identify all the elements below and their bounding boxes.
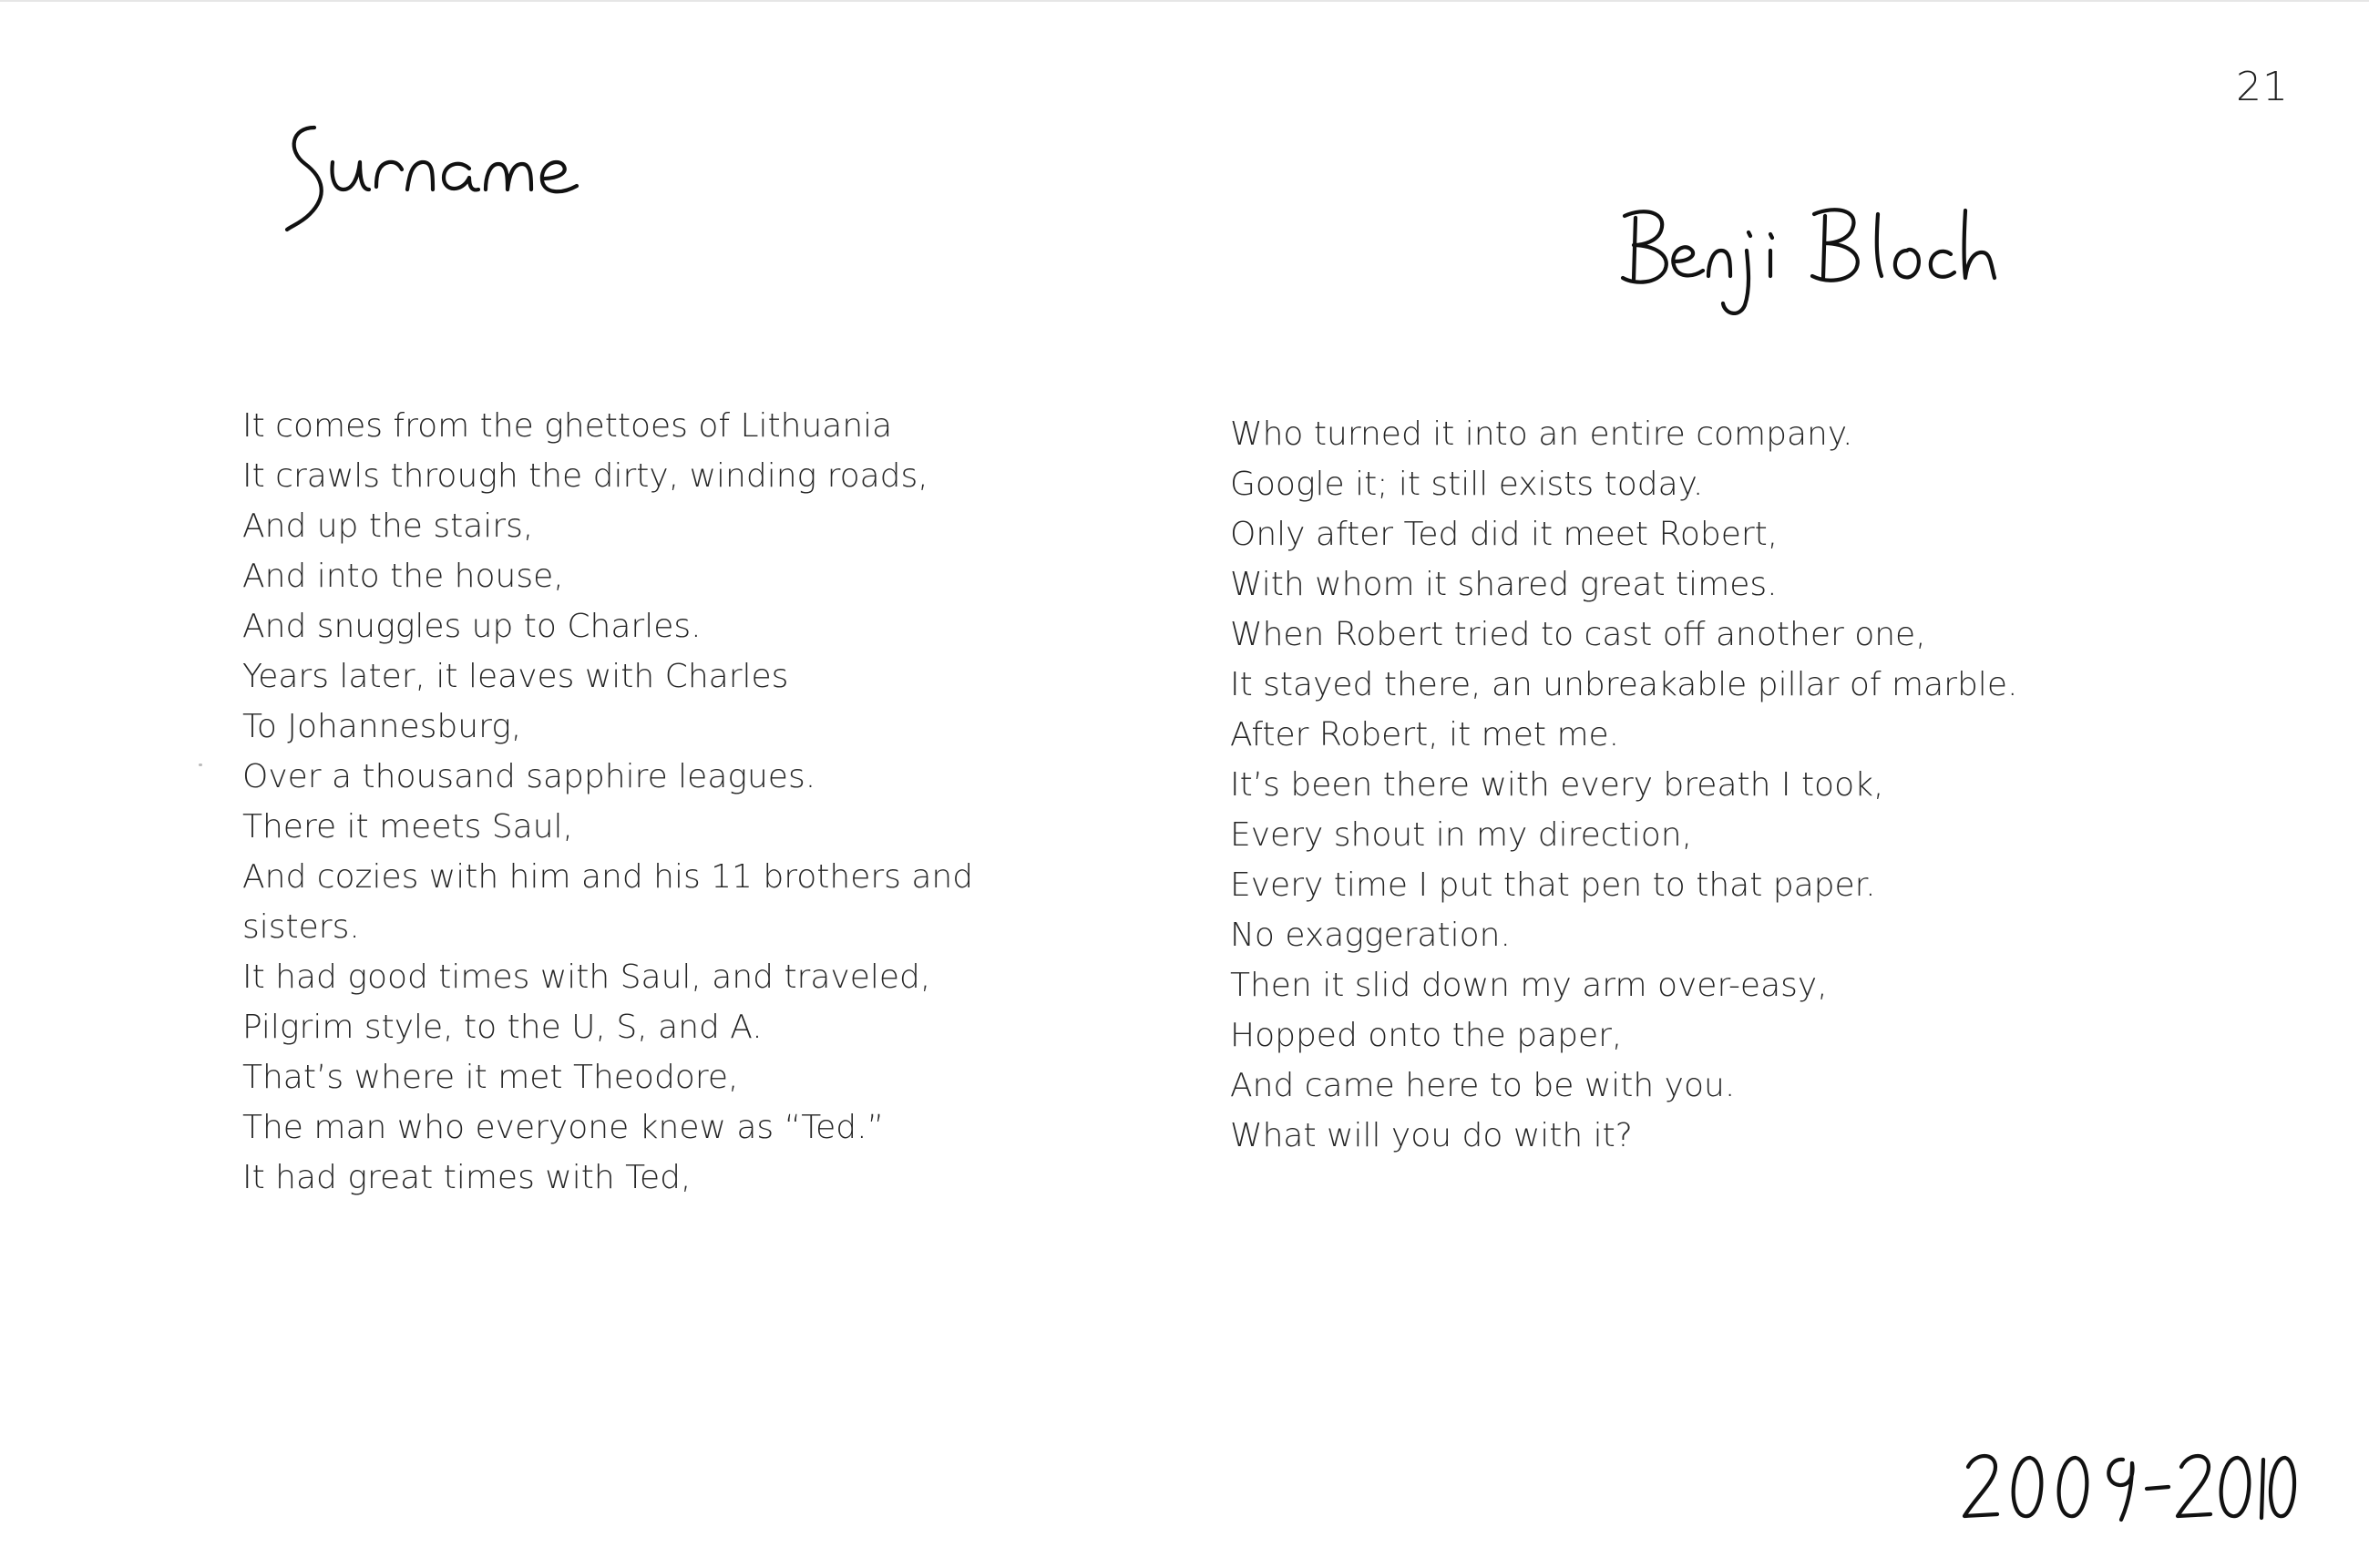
handwritten-author xyxy=(1617,205,2000,323)
poem-line: It had great times with Ted, xyxy=(242,1159,692,1196)
poem-line: After Robert, it met me. xyxy=(1230,716,1620,753)
poem-left-column xyxy=(242,401,1062,1203)
poem-line: It crawls through the dirty, winding roads, xyxy=(242,457,928,495)
poem-line: Years later, it leaves with Charles xyxy=(242,658,789,695)
handwritten-author-drawing xyxy=(1617,205,2000,323)
poem-line: And came here to be with you. xyxy=(1230,1067,1736,1104)
paper-speck xyxy=(199,764,202,766)
poem-line: It stayed there, an unbreakable pillar of marble. xyxy=(1230,666,2018,703)
poem-line: Who turned it into an entire company. xyxy=(1230,415,1853,453)
page-top-edge xyxy=(0,0,2369,2)
poem-line: Then it slid down my arm over-easy, xyxy=(1230,967,1828,1004)
poem-line: There it meets Saul, xyxy=(242,808,573,845)
poem-line: No exaggeration. xyxy=(1230,917,1511,954)
page-number: 21 xyxy=(2236,64,2289,110)
poem-line: Every time I put that pen to that paper. xyxy=(1230,866,1876,904)
poem-line: It had good times with Saul, and traveled, xyxy=(242,958,931,996)
handwritten-title-drawing xyxy=(287,109,615,246)
poem-line: With whom it shared great times. xyxy=(1230,566,1778,603)
handwritten-year-drawing xyxy=(1959,1440,2296,1531)
handwritten-title xyxy=(287,109,615,246)
handwritten-year xyxy=(1959,1440,2296,1531)
poem-line: To Johannesburg, xyxy=(242,708,522,745)
poem-line: What will you do with it? xyxy=(1230,1117,1633,1154)
poem-right-column xyxy=(1230,409,2141,1161)
poem-line: Google it; it still exists today. xyxy=(1230,466,1704,503)
poem-line: Pilgrim style, to the U, S, and A. xyxy=(242,1009,763,1046)
poem-line: And into the house, xyxy=(242,558,564,595)
poem-line: The man who everyone knew as “Ted.” xyxy=(242,1109,885,1146)
poem-line: And snuggles up to Charles. xyxy=(242,608,702,645)
poem-line: It’s been there with every breath I took, xyxy=(1230,766,1884,804)
poem-line: That’s where it met Theodore, xyxy=(242,1059,739,1096)
poem-line: Over a thousand sapphire leagues. xyxy=(242,758,816,795)
poem-line: And up the stairs, xyxy=(242,507,534,545)
poem-line: And cozies with him and his 11 brothers and xyxy=(242,858,974,896)
poem-line: When Robert tried to cast off another one, xyxy=(1230,616,1926,653)
poem-line: Every shout in my direction, xyxy=(1230,816,1693,854)
poem-line: Only after Ted did it meet Robert, xyxy=(1230,516,1779,553)
poem-line: It comes from the ghettoes of Lithuania xyxy=(242,407,893,445)
poem-line: Hopped onto the paper, xyxy=(1230,1017,1623,1054)
poem-line: sisters. xyxy=(242,908,360,946)
